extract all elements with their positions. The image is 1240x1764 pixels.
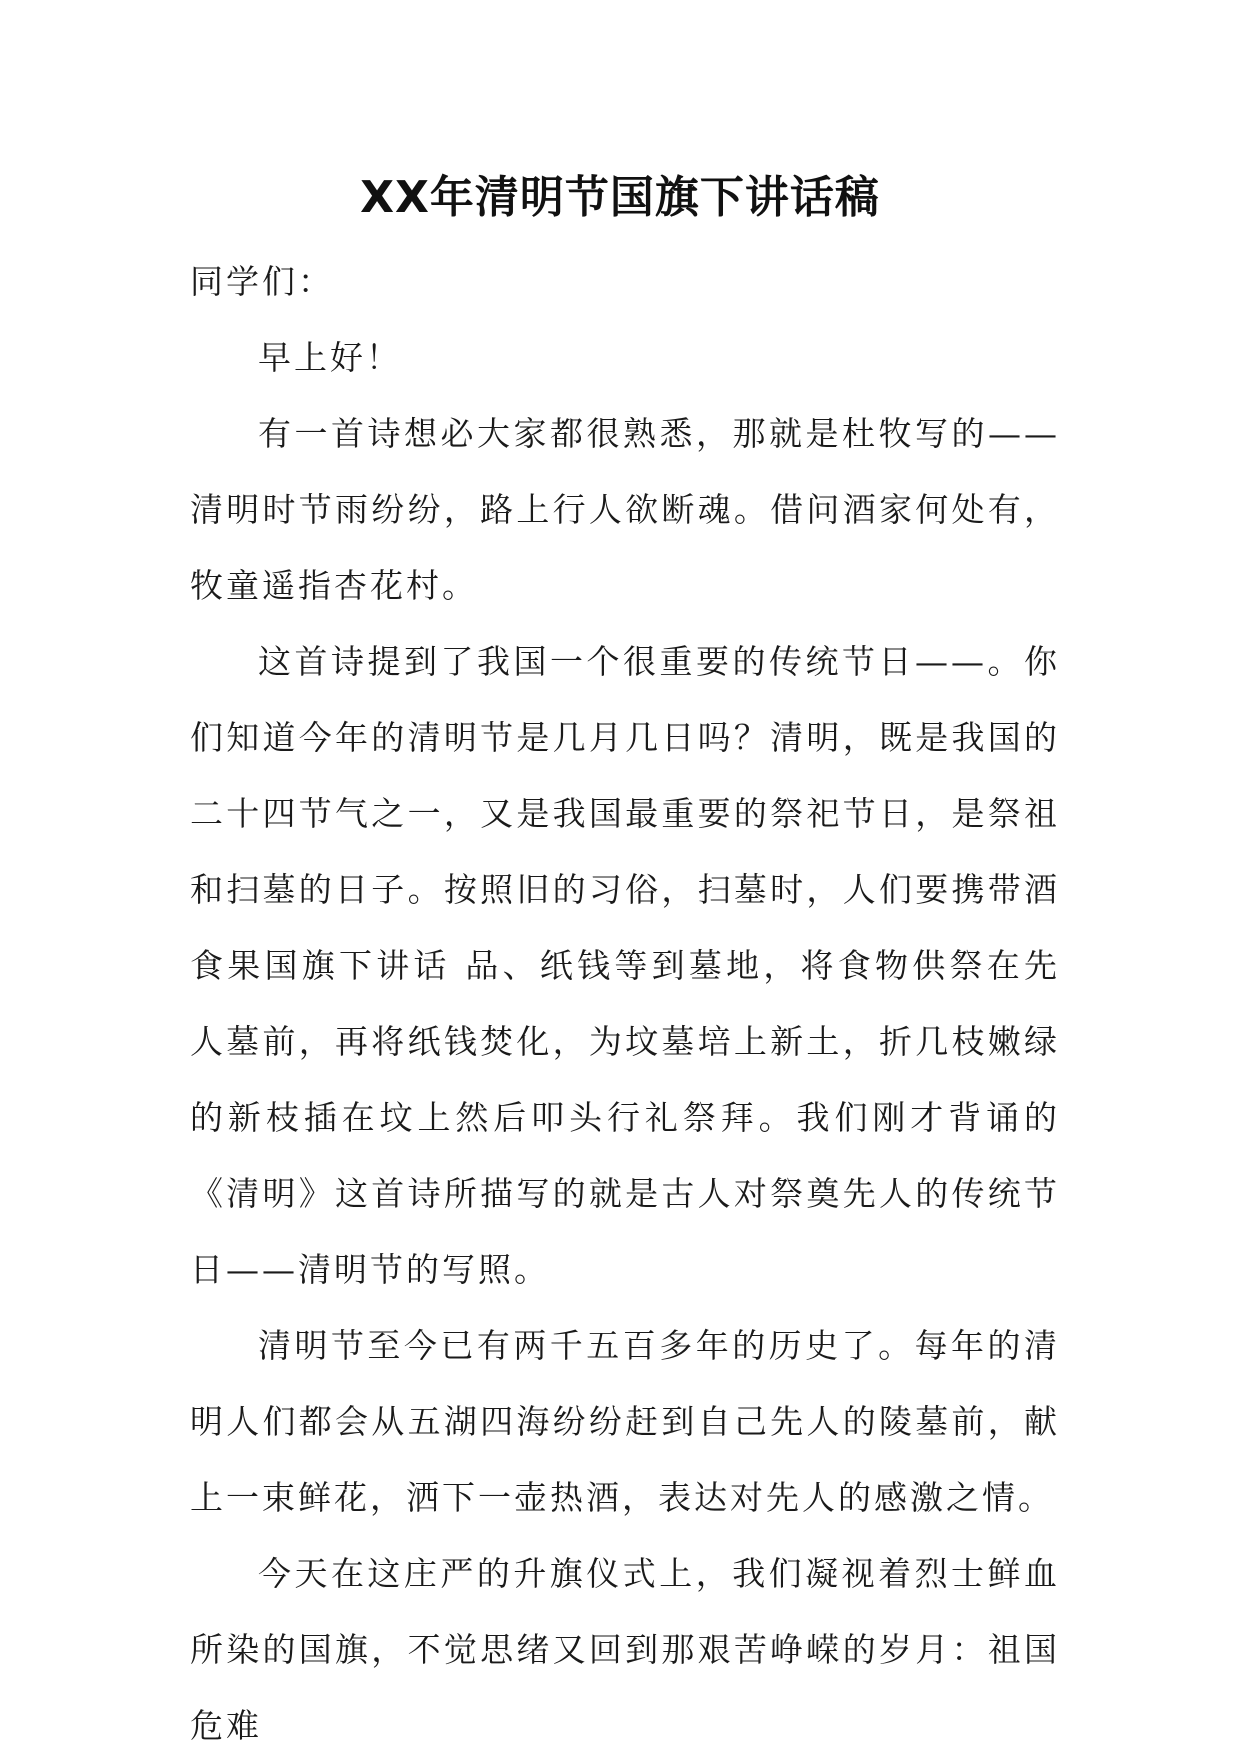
paragraph-festival-customs: 这首诗提到了我国一个很重要的传统节日——。你们知道今年的清明节是几月几日吗？清明，既是我国的二十四节气之一，又是我国最重要的祭祀节日，是祭祖和扫墓的日子。按照旧的习俗，扫墓时，人们要携带酒食果国旗下讲话 品、纸钱等到墓地，将食物供祭在先人墓前，再将纸钱焚化，为坟墓培上新土，折几枝嫩绿的新枝插在坟上然后叩头行礼祭拜。我们刚才背诵的《清明》这首诗所描写的就是古人对祭奠先人的传统节日——清明节的写照。 [190,642,1060,1289]
document-body [190,244,1060,1764]
paragraph-history: 清明节至今已有两千五百多年的历史了。每年的清明人们都会从五湖四海纷纷赶到自己先人的陵墓前，献上一束鲜花，洒下一壶热酒，表达对先人的感激之情。 [190,1326,1060,1517]
paragraph-greeting: 早上好！ [258,338,402,377]
paragraph-flag-ceremony: 今天在这庄严的升旗仪式上，我们凝视着烈士鲜血所染的国旗，不觉思绪又回到那艰苦峥嵘的岁月：祖国危难 [190,1554,1060,1745]
paragraph-poem: 有一首诗想必大家都很熟悉，那就是杜牧写的——清明时节雨纷纷，路上行人欲断魂。借问酒家何处有，牧童遥指杏花村。 [190,414,1060,605]
salutation: 同学们： [190,262,334,301]
document-title: XX年清明节国旗下讲话稿 [360,172,880,223]
